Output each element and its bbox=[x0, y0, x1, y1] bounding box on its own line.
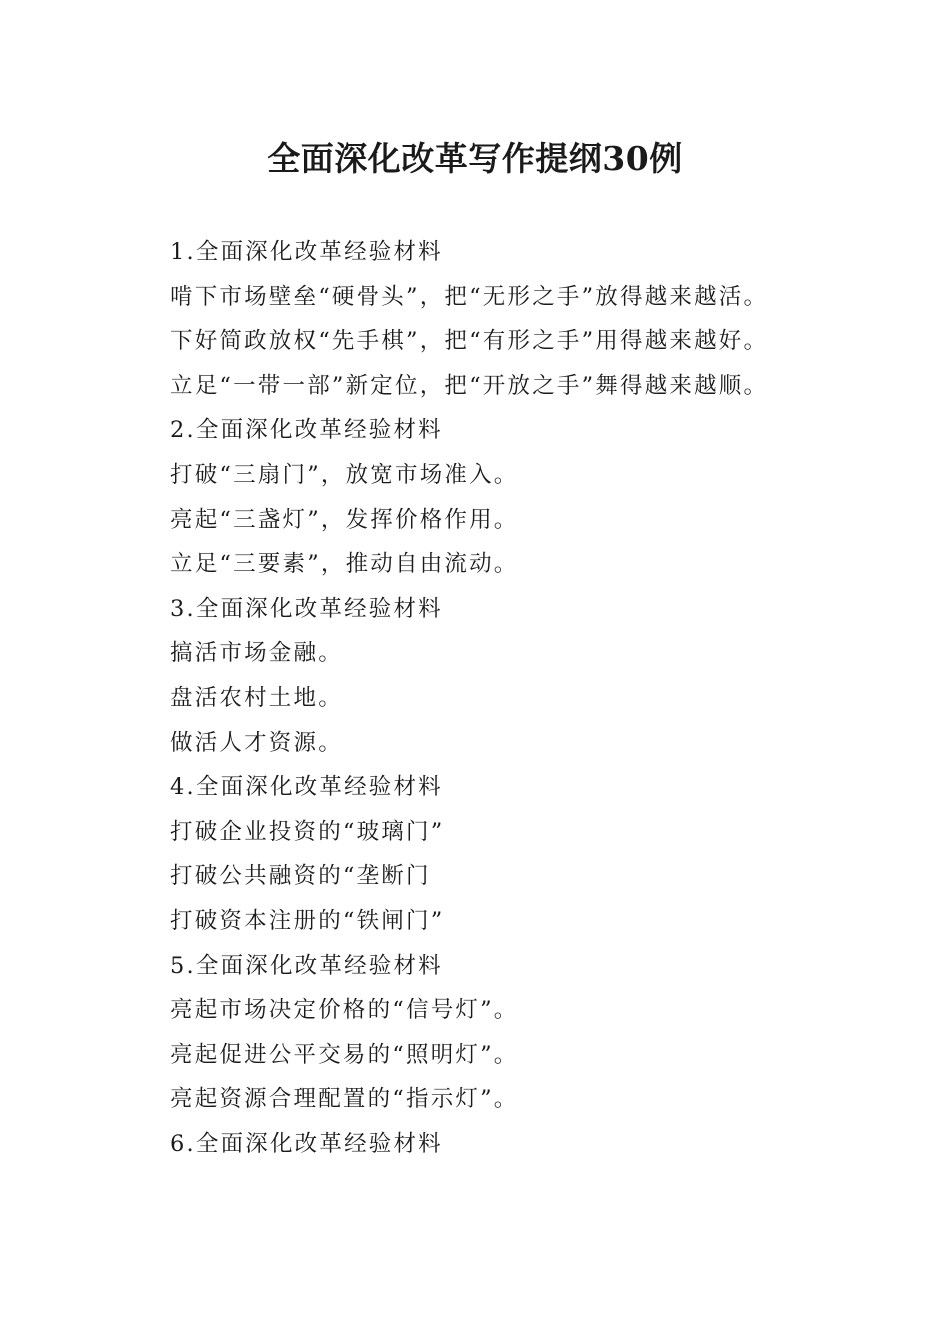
text-line: 亮起“三盏灯”，发挥价格作用。 bbox=[170, 506, 519, 533]
heading-line: 2.全面深化改革经验材料 bbox=[170, 417, 443, 444]
heading-line: 4.全面深化改革经验材料 bbox=[170, 774, 443, 801]
text-line: 打破公共融资的“垄断门 bbox=[170, 863, 431, 890]
document-title: 全面深化改革写作提纲30例 bbox=[267, 139, 683, 178]
heading-line: 6.全面深化改革经验材料 bbox=[170, 1130, 443, 1157]
text-line: 打破企业投资的“玻璃门” bbox=[170, 818, 445, 845]
text-line: 打破“三扇门”，放宽市场准入。 bbox=[170, 461, 519, 488]
text-line: 搞活市场金融。 bbox=[170, 640, 343, 667]
text-line: 亮起资源合理配置的“指示灯”。 bbox=[170, 1086, 519, 1113]
text-line: 立足“一带一部”新定位，把“开放之手”舞得越来越顺。 bbox=[170, 372, 769, 399]
text-line: 立足“三要素”，推动自由流动。 bbox=[170, 551, 519, 578]
text-line: 啃下市场壁垒“硬骨头”，把“无形之手”放得越来越活。 bbox=[170, 283, 769, 310]
heading-line: 1.全面深化改革经验材料 bbox=[170, 239, 443, 265]
text-line: 亮起市场决定价格的“信号灯”。 bbox=[170, 997, 519, 1024]
text-line: 盘活农村土地。 bbox=[170, 684, 343, 711]
heading-line: 5.全面深化改革经验材料 bbox=[170, 952, 443, 979]
text-line: 打破资本注册的“铁闸门” bbox=[170, 907, 445, 934]
text-line: 亮起促进公平交易的“照明灯”。 bbox=[170, 1041, 519, 1068]
text-line: 做活人才资源。 bbox=[170, 729, 343, 756]
text-line: 下好简政放权“先手棋”，把“有形之手”用得越来越好。 bbox=[170, 328, 769, 355]
heading-line: 3.全面深化改革经验材料 bbox=[170, 595, 443, 622]
document-body bbox=[170, 230, 910, 1166]
